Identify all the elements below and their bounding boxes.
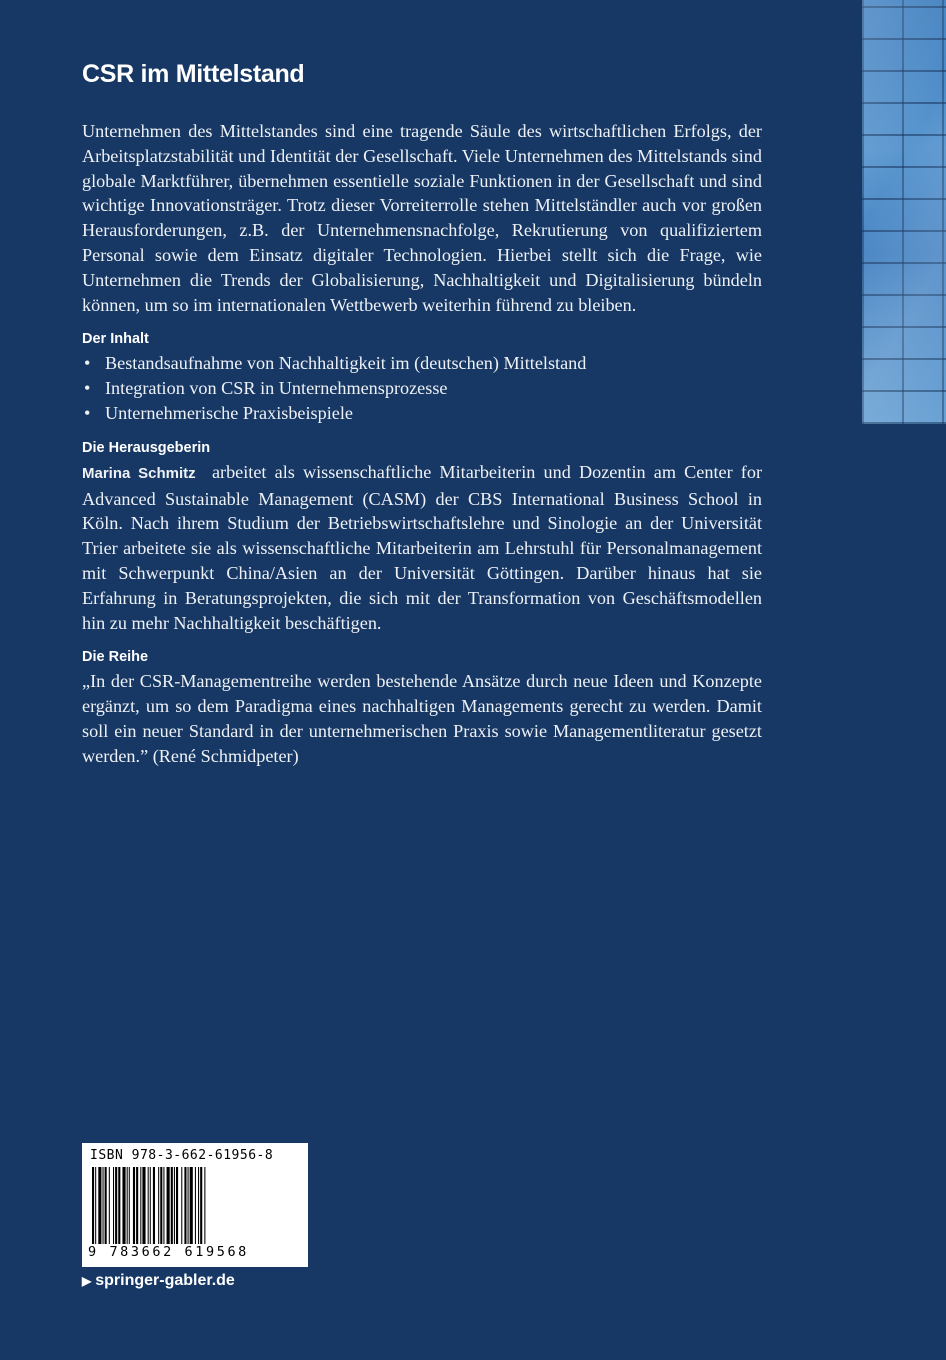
back-cover-text	[82, 60, 762, 769]
cover-photo-strip	[862, 0, 946, 424]
barcode-bar	[150, 1167, 151, 1255]
barcode-bar	[181, 1167, 182, 1255]
barcode-bar	[136, 1167, 138, 1255]
barcode-bar	[160, 1167, 162, 1255]
bullet-icon: •	[84, 353, 91, 374]
series-heading: Die Reihe	[82, 649, 149, 666]
barcode-bar	[167, 1167, 170, 1255]
barcode-bar	[195, 1167, 196, 1255]
barcode-bars	[90, 1167, 300, 1255]
book-title: CSR im Mittelstand	[82, 60, 305, 88]
barcode-bar	[109, 1167, 110, 1255]
barcode-bar	[103, 1167, 104, 1255]
barcode-bar	[171, 1167, 173, 1255]
barcode-bar	[148, 1167, 149, 1255]
barcode-bar	[118, 1167, 120, 1255]
isbn-label: ISBN 978-3-662-61956-8	[90, 1148, 274, 1163]
barcode-bar	[129, 1167, 130, 1255]
barcode-bar	[188, 1167, 189, 1255]
barcode-bar	[158, 1167, 159, 1255]
barcode-bar	[200, 1167, 202, 1255]
barcode-bar	[92, 1167, 94, 1255]
barcode-bar	[115, 1167, 117, 1255]
isbn-barcode	[82, 1143, 308, 1267]
publisher-link[interactable]	[82, 1272, 235, 1290]
barcode-bar	[163, 1167, 164, 1255]
barcode-bar	[140, 1167, 141, 1255]
barcode-bar	[122, 1167, 125, 1255]
bullet-icon: •	[84, 378, 91, 399]
barcode-bar	[105, 1167, 107, 1255]
list-item: • Unternehmerische Praxisbeispiele	[82, 401, 762, 426]
barcode-bar	[174, 1167, 175, 1255]
barcode-bar	[153, 1167, 155, 1255]
bullet-icon: •	[84, 402, 91, 423]
intro-paragraph: Unternehmen des Mittelstandes sind eine tragende Säule des wirtschaftlichen Erfolgs, der Arbeitsplatzstabilität und Identität der Gesellschaft. Viele Unternehmen des Mittelstands sind globale Marktführer, übernehmen essentielle soziale Funktionen in der Gesellschaft und sind wichtige Innovationsträger. Trotz dieser Vorreiterrolle stehen Mittelständler auch vor großen Herausforderungen, z.B. der Unternehmensnachfolge, Rekrutierung von qualifiziertem Personal sowie dem Einsatz digitaler Technologien. Hierbei stellt sich die Frage, wie Unternehmen die Trends der Globalisierung, Nachhaltigkeit und Digitalisierung bündeln können, um so im internationalen Wettbewerb weiterhin führend zu bleiben.	[82, 121, 762, 315]
list-item: • Bestandsaufnahme von Nachhaltigkeit im (deutschen) Mittelstand	[82, 351, 762, 376]
editor-name: Marina Schmitz	[82, 464, 196, 482]
barcode-bar	[176, 1167, 178, 1255]
barcode-bar	[204, 1167, 205, 1255]
barcode-bar	[133, 1167, 135, 1255]
publisher-url: springer-gabler.de	[95, 1272, 235, 1289]
contents-list	[82, 351, 762, 425]
barcode-bar	[98, 1167, 101, 1255]
contents-heading: Der Inhalt	[82, 331, 149, 348]
editor-heading: Die Herausgeberin	[82, 439, 211, 456]
barcode-bar	[113, 1167, 114, 1255]
list-item: • Integration von CSR in Unternehmensprozesse	[82, 376, 762, 401]
series-quote: „In der CSR-Managementreihe werden bestehende Ansätze durch neue Ideen und Konzepte ergänzt, um so dem Paradigma eines nachhaltigen Managements gerecht zu werden. Damit soll ein neuer Standard in der unternehmerischen Praxis sowie Managementliteratur gesetzt werden.” (René Schmidpeter)	[82, 671, 762, 766]
barcode-bar	[95, 1167, 96, 1255]
barcode-bar	[142, 1167, 145, 1255]
barcode-bar	[198, 1167, 199, 1255]
editor-bio: Marina Schmitz arbeitet als wissenschaftliche Mitarbeiterin und Dozentin am Center for Advanced Sustainable Management (CASM) der CBS International Business School in Köln. Nach ihrem Studium der Betriebswirtschaftslehre und Sinologie an der Universität Trier arbeitete sie als wissenschaftliche Mitarbeiterin am Lehrstuhl für Personalmanagement mit Schwerpunkt China/Asien an der Universität Göttingen. Darüber hinaus hat sie Erfahrung in Beratungsprojekten, die sich mit der Transformation von Geschäftsmodellen hin zu mehr Nachhaltigkeit beschäftigen.	[82, 461, 762, 633]
ean-digits: 9 783662 619568	[88, 1244, 249, 1260]
barcode-bar	[127, 1167, 128, 1255]
triangle-right-icon: ▶	[82, 1274, 92, 1288]
barcode-bar	[184, 1167, 186, 1255]
barcode-bar	[190, 1167, 193, 1255]
